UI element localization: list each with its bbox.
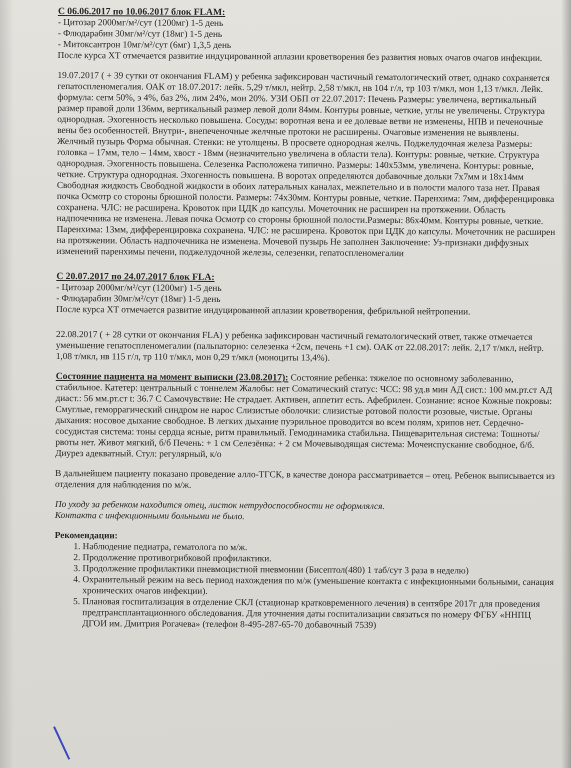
block1-line: - Митоксантрон 10мг/м²/сут (6мг) 1,3,5 день [57, 38, 232, 51]
block1-line: - Флюдарабин 30мг/м²/сут (18мг) 1-5 день [57, 27, 223, 40]
block1-title: С 06.06.2017 по 10.06.2017 блок FLAM: [57, 6, 226, 19]
paragraph-plan: В дальнейшем пациенту показано проведение алло-ТГСК, в качестве донора рассматривается – отец. Ребенок выписывается из отделения для наблюдения по м/ж. [55, 467, 555, 490]
discharge-status [55, 371, 556, 462]
paragraph-followup-2: 22.08.2017 ( + 28 сутки от окончания FLA) у ребенка зафиксирован частичный гематологический ответ, также отмечается уменьшение гепатоспленомегалии (пальпаторно: селезенка +2см, печень +1 см). ОАК от 22.08.2017: лейк. 2,17 т/мкл, нейтр. 1,08 т/мкл, нв 115 г/л, тр 110 т/мкл, мон 0,29 т/мкл (моноциты 13,4%). [55, 328, 544, 363]
block1-after: После курса ХТ отмечается развитие индуцированной аплазии кроветворения без развития новых очагов очагов инфекции. [57, 49, 543, 63]
status-text: Состояние ребенка: тяжелое по основному заболеванию, стабильное. Катетер: центральный с тоннелем Жалобы: нет Соматический статус: ЧСС: 98 уд.в мин АД сист.: 100 мм.рт.ст АД диаст.: 56 мм.рт.ст t: 36.7 С Самочувствие: Не страдает. Активен, аппетит есть. Афебрилен. Сознание: ясное Кожные покровы: Смуглые, геморрагический синдром не нарос Слизистые оболочки: слизистые ротовой полости розовые, чистые. Органы дыхания: носовое дыхание свободное. В легких дыхание пуэрильное проводится во всем полям, хрипов нет. Сердечно-сосудистая система: тоны сердца ясные, ритм правильный. Гемодинамика стабильна. Пищеварительная система: Тошноты/рвоты нет. Живот мягкий, б/б Печень: + 1 см Селезёнка: + 2 см Мочевыводящая система: Мочеиспускание свободное, б/б. Диурез адекватный. Стул: регулярный, к/о [55, 372, 553, 460]
recommendation-item: 2. Продолжение противогрибковой профилактики. [83, 552, 555, 566]
block2-line: - Флюдарабин 30мг/м²/сут (18мг) 1-5 день [56, 292, 221, 304]
page-left-shadow [0, 0, 14, 768]
recommendation-item: 3. Продолжение профилактики пневмоцистной пневмонии (Бисептол(480) 1 таб/сут 3 раза в неделю) [83, 563, 555, 577]
page-edge-shadow [561, 0, 571, 768]
recommendation-item: 1. Наблюдение педиатра, гематолога по м/ж. [83, 541, 555, 555]
recommendation-item: 5. Плановая госпитализация в отделение СКЛ (стационар кратковременного лечения) в сентябре 2017г для проведения предтрансплантационного обследования. Для уточнения даты госпитализации связаться по номеру ФГБУ «ННПЦ ДГОИ им. Дмитрия Рогачева» (телефон 8-495-287-65-70 добавочный 7539) [82, 596, 554, 632]
status-title: Состояние пациента на момент выписки (23.08.2017): [55, 370, 289, 384]
recommendation-item: 4. Охранительный режим на весь период нахождения по м/ж (уменьшение контакта с инфекционными больными, санация хронических очагов инфекции). [82, 574, 554, 599]
block2-title: С 20.07.2017 по 24.07.2017 блок FLA: [56, 270, 215, 283]
recommendations-list [60, 541, 555, 632]
block2-line: - Цитозар 2000мг/м²/сут (1200мг) 1-5 день [56, 281, 222, 294]
document-content [54, 6, 558, 632]
recommendations-title: Рекомендации: [54, 529, 118, 541]
pen-mark [53, 720, 83, 759]
paragraph-followup-1: 19.07.2017 ( + 39 сутки от окончания FLAM) у ребенка зафиксирован частичный гематологический ответ, однако сохраняется гепатоспленомегалия. ОАК от 18.07.2017: лейк. 5,29 т/мкл, нейтр. 2,58 т/мкл, нв 104 г/л, тр 103 т/мкл, мон 1,13 т/мкл. Лейк. формула: сегм 50%, э 4%, баз 2%, лим 24%, мон 20%. УЗИ ОБП от 22.07.2017: Печень Размеры: увеличена, вертикальный размер правой доли 136мм, вертикальный размер левой доли 84мм. Контуры ровные, четкие, углы не увеличены. Структура однородная. Эхогенность несколько повышена. Сосуды: воротная вена и ее долевые ветви не изменены, НПВ и печеночные вены без особенностей. Внутри-, внепеченочные желчные протоки не расширены. Очаговые изменения не выявлены. Желчный пузырь Форма обычная. Стенки: не утолщены. В просвете однородная желчь. Поджелудочная железа Размеры: головка – 17мм, тело – 14мм, хвост - 18мм (незначительно увеличена в области тела). Контуры: ровные, четкие. Структура однородная. Эхогенность повышена. Селезенка Расположена типично. Размеры: 140x53мм, увеличена. Контуры: ровные, четкие. Структура однородная. Эхогенность повышена. В воротах определяются добавочные дольки 7x7мм и 18x14мм Свободная жидкость Свободной жидкости в обоих латеральных каналах, межпетельно и в полости малого таза нет. Правая почка Осмотр со стороны брюшной полости. Размеры: 74x30мм. Контуры ровные, четкие. Паренхима: 7мм, дифференцировка сохранена. ЧЛС: не расширена. Кровоток при ЦДК до капсулы. Мочеточник не расширен на протяжении. Область надпочечника не изменена. Левая почка Осмотр со стороны брюшной полости.Размеры: 86x40мм. Контуры ровные, четкие. Паренхима: 13мм, дифференцировка сохранена. ЧЛС: не расширена. Кровоток при ЦДК до капсулы. Мочеточник не расширен на протяжении. Область надпочечника не изменена. Мочевой пузырь Не заполнен Заключение: Уз-признаки диффузных изменений паренхимы печени, поджелудочной железы, селезенки, гепатоспленомегалии [56, 69, 556, 259]
block1-line: - Цитозар 2000мг/м²/сут (1200мг) 1-5 день [57, 16, 224, 29]
note-contact: Контакта с инфекционными больными не было. [54, 509, 245, 522]
block2-after: После курса ХТ отмечается развитие индуцированной аплазии кроветворения, фебрильной нейтропении. [56, 303, 471, 317]
note-caregiver: По уходу за ребенком находится отец, листок нетрудоспособности не оформлялся. [54, 498, 385, 512]
